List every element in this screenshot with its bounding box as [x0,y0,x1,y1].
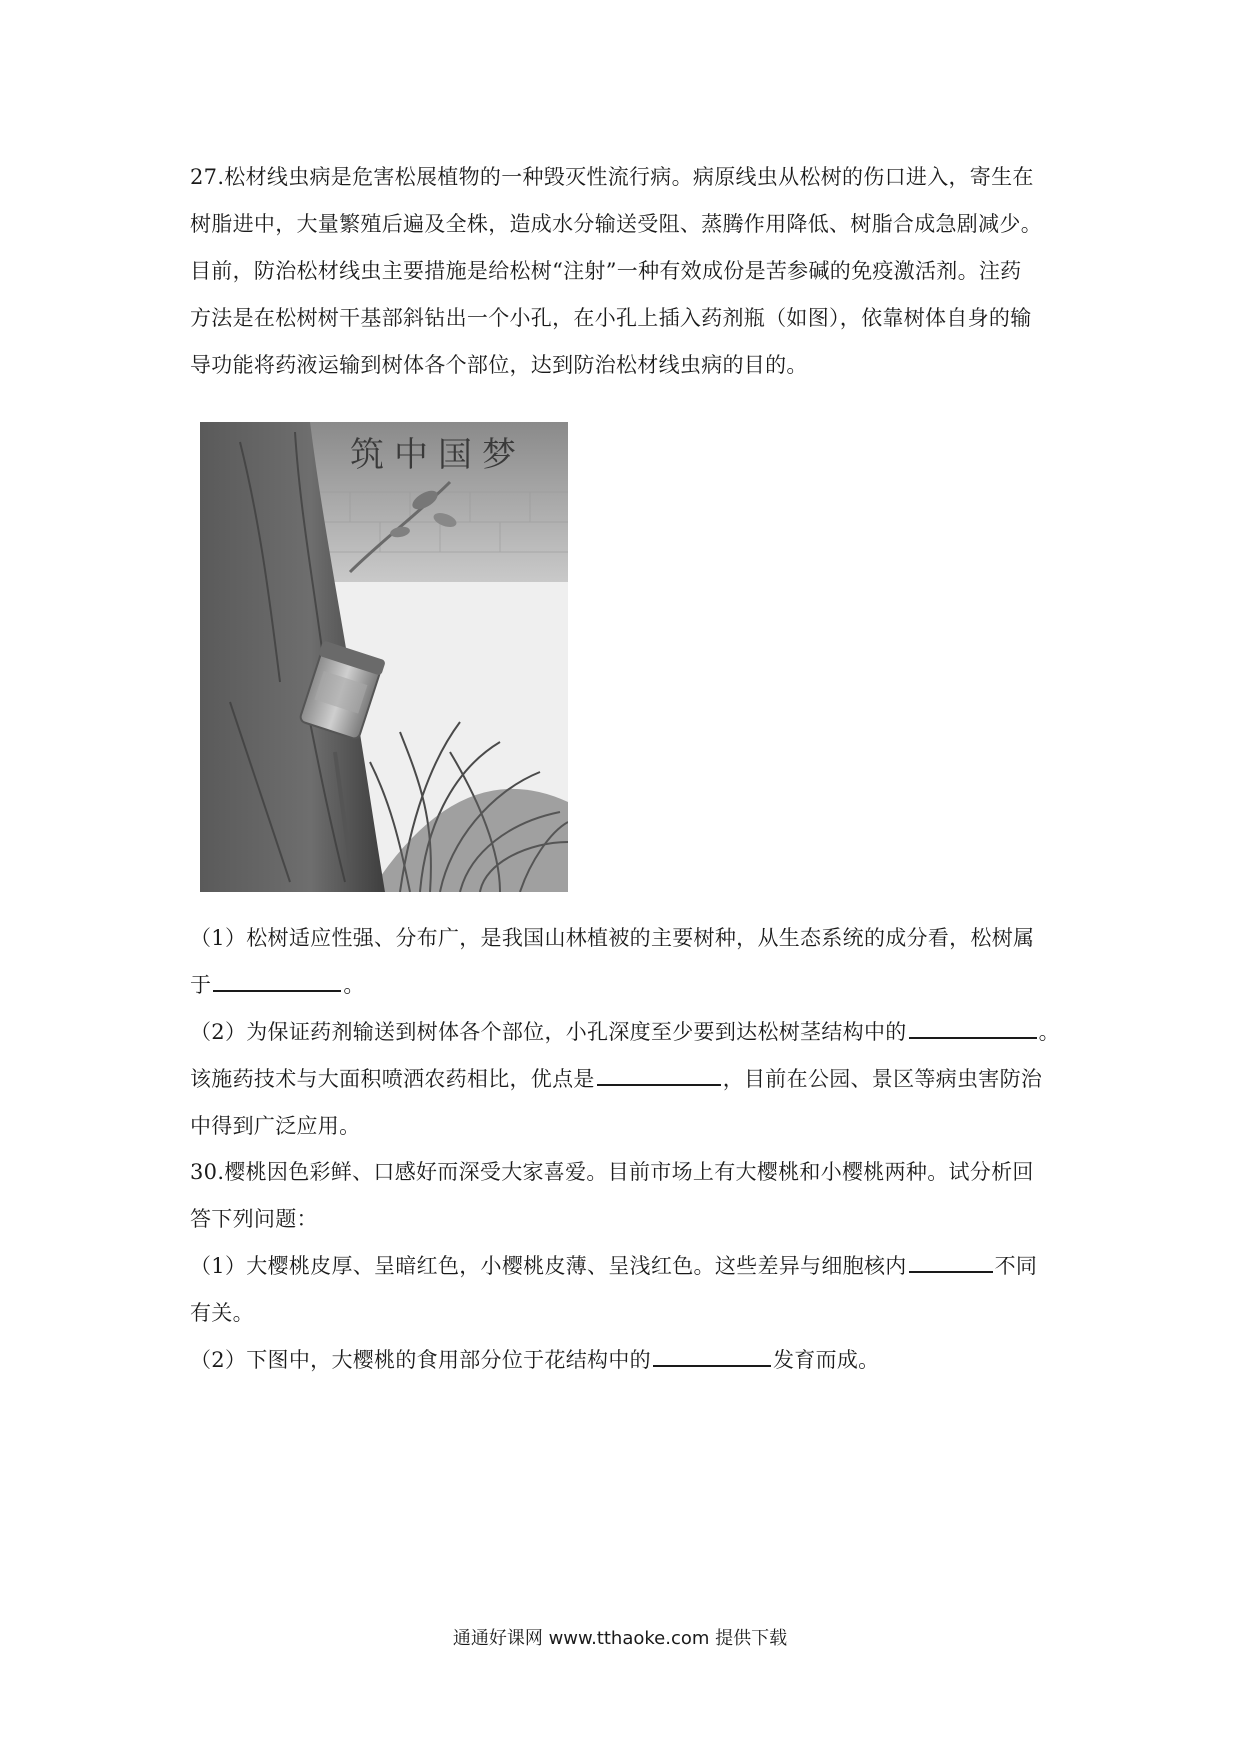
tree-injection-photo [200,422,568,892]
answer-blank-q30-1[interactable] [909,1249,993,1273]
question-27-subquestions [190,915,1058,1150]
q27-line-4: 方法是在松树树干基部斜钻出一个小孔，在小孔上插入药剂瓶（如图），依靠树体自身的输 [190,306,1032,330]
q27-sub2-line-3: 中得到广泛应用。 [190,1114,361,1138]
q27-sub2-line-1: （2）为保证药剂输送到树体各个部位，小孔深度至少要到达松树茎结构中的 。 [190,1009,1058,1056]
q27-line-2: 树脂进中，大量繁殖后遍及全株，造成水分输送受阻、蒸腾作用降低、树脂合成急剧减少。 [190,212,1042,236]
q30-line-2: 答下列问题： [190,1207,318,1231]
answer-blank-q27-2[interactable] [909,1015,1037,1039]
question-30-text [190,1149,1058,1384]
q27-sub1-line-2: 于 。 [190,962,1058,1009]
q30-sub2-line: （2）下图中，大樱桃的食用部分位于花结构中的 发育而成。 [190,1337,1058,1384]
q30-sub1-line-1: （1）大樱桃皮厚、呈暗红色，小樱桃皮薄、呈浅红色。这些差异与细胞核内 不同 [190,1243,1058,1290]
q27-sub2-line-2: 该施药技术与大面积喷洒农药相比，优点是 ，目前在公园、景区等病虫害防治 [190,1056,1058,1103]
question-27-text [190,154,1058,389]
q27-line-5: 导功能将药液运输到树体各个部位，达到防治松材线虫病的目的。 [190,353,808,377]
answer-blank-q27-1[interactable] [213,968,341,992]
q30-line-1: 30.樱桃因色彩鲜、口感好而深受大家喜爱。目前市场上有大樱桃和小樱桃两种。试分析回 [190,1160,1034,1184]
answer-blank-q27-3[interactable] [597,1062,721,1086]
q27-sub1-line-1: （1）松树适应性强、分布广，是我国山林植被的主要树种，从生态系统的成分看，松树属 [190,926,1035,950]
answer-blank-q30-2[interactable] [653,1343,771,1367]
q27-line-1: 27.松材线虫病是危害松展植物的一种毁灭性流行病。病原线虫从松树的伤口进入，寄生在 [190,165,1034,189]
wall-sign-text: 筑中国梦 [350,435,526,475]
q30-sub1-line-2: 有关。 [190,1301,254,1325]
page-footer: 通通好课网 www.tthaoke.com 提供下载 [452,1628,788,1649]
q27-line-3: 目前，防治松材线虫主要措施是给松树“注射”一种有效成份是苦参碱的免疫激活剂。注药 [190,259,1022,283]
